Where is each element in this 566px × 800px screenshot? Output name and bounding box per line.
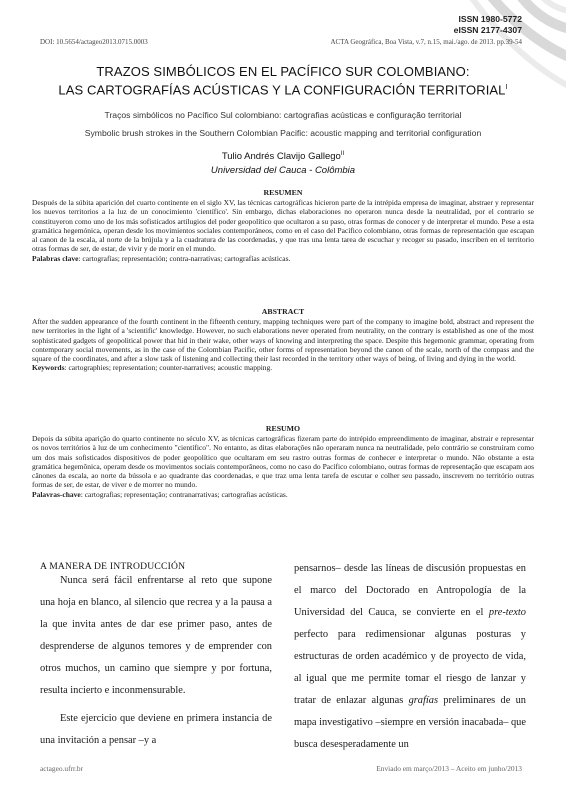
author-name: Tulio Andrés Clavijo Gallego$^{II}$ xyxy=(221,151,345,163)
paragraph: Nunca será fácil enfrentarse al reto que supone una hoja en blanco, al silencio que recrea y a la pausa a la que invita antes de dar ese primer paso, antes de desprenderse de algunos temores y de emprender con otros muchos, un camino que siempre y por fortuna, resulta incierto e inconmensurable. xyxy=(40,575,272,696)
doi-link[interactable]: DOI: 10.5654/actageo2013.0715.0003 xyxy=(40,38,148,46)
abstract-body xyxy=(32,317,534,373)
resumo-body xyxy=(32,434,534,499)
resumen-heading: RESUMEN xyxy=(263,188,303,197)
resumo-keywords: Palavras-chave: cartografias; representação; contranarrativas; cartografias acústicas. xyxy=(32,489,288,499)
title-line-1: TRAZOS SIMBÓLICOS EN EL PACÍFICO SUR COLOMBIANO: xyxy=(96,64,470,79)
resumo-text: Depois da súbita aparição do quarto continente no século XV, as técnicas cartográficas fizeram parte do intrépido empreendimento de imaginar, abstrair e representar os novos territórios à luz de um conhecimento "científico". No entanto, as ditas elaborações não operaram nunca na neutralidade, pelo contrário se construíram como um dos mais sofisticados dispositivos de poder geopolítico que ocultaram em seu rastro outras formas de conhecer e interpretar o mundo. Não obstante a esta gramática hegemônica, operam desde os movimentos sociais contemporâneos, como no caso do Pacífico colombiano, outras formas de representação que escapam aos cânones da escala, ao norte da bússola e ao quadrante das coordenadas, e que traz uma lenta tarefa de escutar e colher seu passado, inscrevem no território outras formas de ser, de estar, de viver e de morrer no mundo. xyxy=(32,434,534,490)
title-line-2: LAS CARTOGRAFÍAS ACÚSTICAS Y LA CONFIGURACIÓN $TERRITORIAL^I$ xyxy=(58,82,508,98)
title-footnote-mark[interactable]: I xyxy=(505,84,508,91)
footer-submission-dates: Enviado em março/2013 – Aceito em junho/2013 xyxy=(376,764,522,773)
resumen-body xyxy=(32,198,534,263)
abstract-heading: ABSTRACT xyxy=(261,307,305,316)
citation: ACTA Geográfica, Boa Vista, v.7, n.15, mai./ago. de 2013. pp.39-54 xyxy=(330,38,522,46)
paragraph: pensarnos– desde las líneas de discusión propuestas en el marco del Doctorado en Antropología de la Universidad del Cauca, se convierte en el pre-texto perfecto para redimensionar algunas posturas y estructuras de orden académico y de proyecto de vida, al igual que me permite tomar el riesgo de lanzar y tratar de enlazar algunas grafías preliminares de un mapa investigativo –siempre en versión inacabada– que busca desesperadamente un xyxy=(294,563,526,750)
eissn: eISSN 2177-4307 xyxy=(453,24,522,35)
subtitle-portuguese: Traços simbólicos no Pacífico Sul colombiano: cartografias acústicas e configuração territorial xyxy=(104,110,462,120)
author-footnote-mark[interactable]: II xyxy=(340,151,345,157)
abstract-keywords: Keywords: cartographies; representation; counter-narratives; acoustic mapping. xyxy=(32,363,273,373)
body-column-left xyxy=(40,570,272,758)
section-heading: A MANERA DE INTRODUCCIÓN xyxy=(40,561,186,572)
issn: ISSN 1980-5772 xyxy=(458,14,522,24)
issn-block xyxy=(454,14,522,35)
abstract-text: After the sudden appearance of the fourth continent in the fifteenth century, mapping techniques were part of the company to imagine bold, abstract and represent the new territories in the light of a 'scientific' knowledge. However, no such elaborations never operated from neutrality, on the contrary is established as one of the most sophisticated gadgets of geopolitical power that hid in their wake, other ways of knowing and interpreting the space. Despite this hegemonic grammar, operating from contemporary social movements, as in the case of the Colombian Pacific, other forms of representation beyond the canon of the scale, north of the compass and the square of the coordinates, and after a slow task of listening and collecting their last recorded in the territory other ways of being, of living and dying in the world. xyxy=(32,317,534,364)
body-column-right xyxy=(294,558,526,762)
footer-website-link[interactable]: actageo.ufrr.br xyxy=(40,764,84,773)
paragraph: Este ejercicio que deviene en primera instancia de una invitación a pensar –y a xyxy=(40,713,272,746)
author-affiliation: Universidad del Cauca - Colômbia xyxy=(210,165,356,176)
resumen-keywords: Palabras clave: cartografías; representación; contra-narrativas; cartografías acústicas. xyxy=(32,253,291,263)
resumen-text: Después de la súbita aparición del cuarto continente en el siglo XV, las técnicas cartográficas hicieron parte de la intrépida empresa de imaginar, abstraer y representar los nuevos territorios a la luz de un conocimiento 'científico'. Sin embargo, dichas elaboraciones no operaron nunca desde la neutralidad, por el contrario se constituyeron como uno de los más sofisticados artilugios del poder geopolítico que ocultaron a su paso, otras formas de conocer y de interpretar el mundo. Pese a esta gramática hegemónica, operan desde los movimientos sociales contemporáneos, como en el caso del Pacífico colombiano, otras formas de representación que escapan al canon de la escala, al norte de la brújula y a la cuadratura de las coordenadas, y que tras una lenta tarea de escuchar y recoger su pasado, inscriben en el territorio otras formas de ser, de estar, de vivir y de morir en el mundo. xyxy=(32,198,534,254)
subtitle-english: Symbolic brush strokes in the Southern Colombian Pacific: acoustic mapping and territorial configuration xyxy=(84,128,482,138)
article-title xyxy=(30,64,536,98)
resumo-heading: RESUMO xyxy=(265,424,301,433)
